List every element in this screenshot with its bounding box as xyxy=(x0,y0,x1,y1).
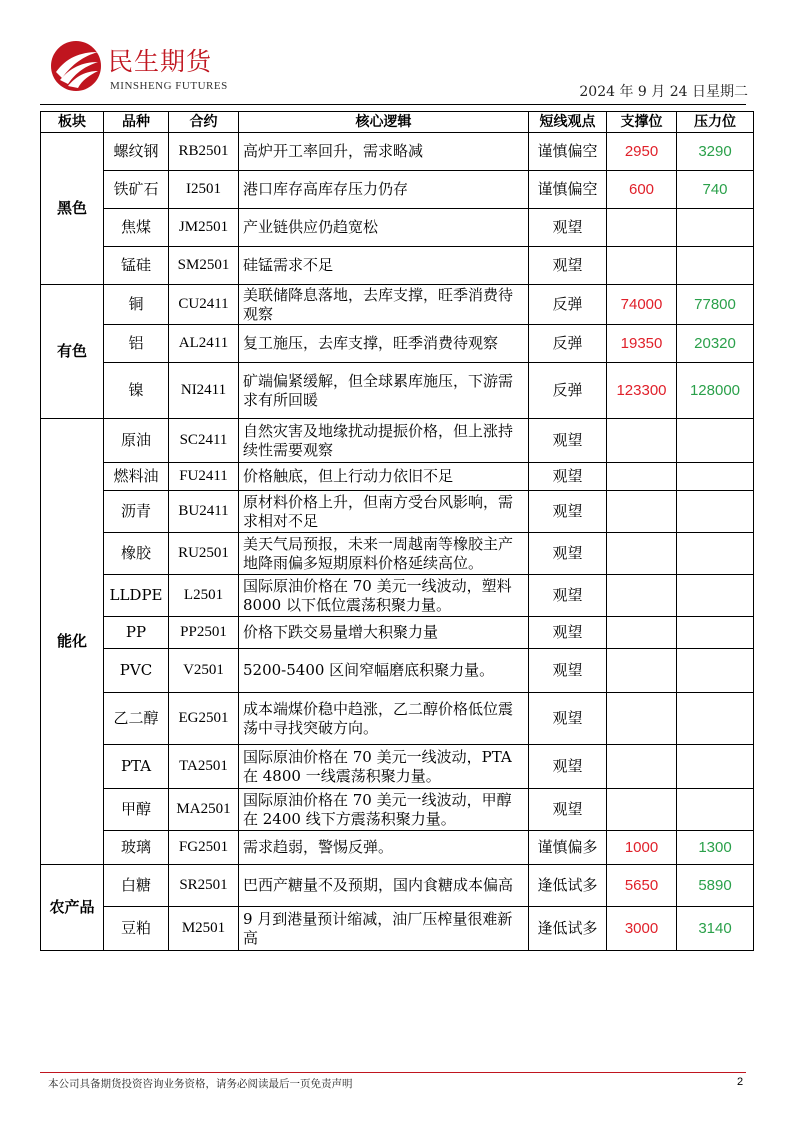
contract-cell: RU2501 xyxy=(169,533,239,575)
contract-cell: FG2501 xyxy=(169,831,239,865)
contract-cell: L2501 xyxy=(169,575,239,617)
contract-cell: V2501 xyxy=(169,649,239,693)
contract-cell: CU2411 xyxy=(169,285,239,325)
contract-cell: M2501 xyxy=(169,907,239,951)
table-header-row xyxy=(41,112,754,133)
view-cell: 观望 xyxy=(529,649,607,693)
variety-cell: 原油 xyxy=(104,419,169,463)
resistance-cell xyxy=(677,617,754,649)
report-date: 2024 年 9 月 24 日星期二 xyxy=(579,84,748,100)
variety-cell: 玻璃 xyxy=(104,831,169,865)
table-row xyxy=(41,491,754,533)
logic-cell: 国际原油价格在 70 美元一线波动，甲醇在 2400 线下方震荡积聚力量。 xyxy=(239,789,529,831)
footer-divider xyxy=(40,1072,746,1073)
table-row xyxy=(41,133,754,171)
view-cell: 观望 xyxy=(529,247,607,285)
variety-cell: 铝 xyxy=(104,325,169,363)
table-row xyxy=(41,831,754,865)
contract-cell: FU2411 xyxy=(169,463,239,491)
contract-cell: TA2501 xyxy=(169,745,239,789)
variety-cell: 铜 xyxy=(104,285,169,325)
view-cell: 逢低试多 xyxy=(529,907,607,951)
table-row xyxy=(41,419,754,463)
variety-cell: 豆粕 xyxy=(104,907,169,951)
logic-cell: 价格下跌交易量增大积聚力量 xyxy=(239,617,529,649)
logic-cell: 复工施压，去库支撑，旺季消费待观察 xyxy=(239,325,529,363)
support-cell xyxy=(607,617,677,649)
variety-cell: 螺纹钢 xyxy=(104,133,169,171)
logic-cell: 美天气局预报，未来一周越南等橡胶主产地降雨偏多短期原料价格延续高位。 xyxy=(239,533,529,575)
sector-cell: 农产品 xyxy=(41,865,104,951)
logic-cell: 国际原油价格在 70 美元一线波动，塑料 8000 以下低位震荡积聚力量。 xyxy=(239,575,529,617)
variety-cell: PP xyxy=(104,617,169,649)
view-cell: 逢低试多 xyxy=(529,865,607,907)
variety-cell: PTA xyxy=(104,745,169,789)
support-cell xyxy=(607,533,677,575)
logic-cell: 自然灾害及地缘扰动提振价格，但上涨持续性需要观察 xyxy=(239,419,529,463)
table-row xyxy=(41,533,754,575)
table-row xyxy=(41,617,754,649)
variety-cell: 锰硅 xyxy=(104,247,169,285)
contract-cell: I2501 xyxy=(169,171,239,209)
support-cell: 600 xyxy=(607,171,677,209)
variety-cell: 甲醇 xyxy=(104,789,169,831)
contract-cell: RB2501 xyxy=(169,133,239,171)
resistance-cell xyxy=(677,575,754,617)
support-cell: 5650 xyxy=(607,865,677,907)
column-header: 品种 xyxy=(104,112,169,133)
support-cell xyxy=(607,491,677,533)
minsheng-logo-icon xyxy=(50,40,102,92)
footer-disclaimer: 本公司具备期货投资咨询业务资格，请务必阅读最后一页免责声明 xyxy=(48,1078,353,1090)
strategy-table xyxy=(40,111,754,951)
variety-cell: PVC xyxy=(104,649,169,693)
column-header: 短线观点 xyxy=(529,112,607,133)
view-cell: 观望 xyxy=(529,463,607,491)
resistance-cell xyxy=(677,789,754,831)
sector-cell: 有色 xyxy=(41,285,104,419)
variety-cell: 铁矿石 xyxy=(104,171,169,209)
view-cell: 观望 xyxy=(529,533,607,575)
view-cell: 反弹 xyxy=(529,363,607,419)
view-cell: 反弹 xyxy=(529,325,607,363)
view-cell: 观望 xyxy=(529,617,607,649)
view-cell: 观望 xyxy=(529,209,607,247)
support-cell xyxy=(607,745,677,789)
resistance-cell xyxy=(677,745,754,789)
logo-english-name: MINSHENG FUTURES xyxy=(110,80,228,92)
resistance-cell xyxy=(677,419,754,463)
logic-cell: 国际原油价格在 70 美元一线波动，PTA 在 4800 一线震荡积聚力量。 xyxy=(239,745,529,789)
support-cell xyxy=(607,419,677,463)
logic-cell: 巴西产糖量不及预期，国内食糖成本偏高 xyxy=(239,865,529,907)
table-row xyxy=(41,789,754,831)
variety-cell: 焦煤 xyxy=(104,209,169,247)
resistance-cell xyxy=(677,247,754,285)
logic-cell: 高炉开工率回升，需求略减 xyxy=(239,133,529,171)
logic-cell: 需求趋弱，警惕反弹。 xyxy=(239,831,529,865)
resistance-cell xyxy=(677,649,754,693)
resistance-cell: 77800 xyxy=(677,285,754,325)
resistance-cell: 20320 xyxy=(677,325,754,363)
table-row xyxy=(41,171,754,209)
logic-cell: 原材料价格上升，但南方受台风影响，需求相对不足 xyxy=(239,491,529,533)
table-row xyxy=(41,209,754,247)
resistance-cell: 1300 xyxy=(677,831,754,865)
support-cell xyxy=(607,693,677,745)
contract-cell: SC2411 xyxy=(169,419,239,463)
support-cell: 74000 xyxy=(607,285,677,325)
view-cell: 谨慎偏空 xyxy=(529,133,607,171)
table-row xyxy=(41,907,754,951)
support-cell: 2950 xyxy=(607,133,677,171)
table-row xyxy=(41,285,754,325)
resistance-cell: 740 xyxy=(677,171,754,209)
view-cell: 观望 xyxy=(529,693,607,745)
logic-cell: 成本端煤价稳中趋涨，乙二醇价格低位震荡中寻找突破方向。 xyxy=(239,693,529,745)
view-cell: 反弹 xyxy=(529,285,607,325)
support-cell xyxy=(607,575,677,617)
logic-cell: 硅锰需求不足 xyxy=(239,247,529,285)
variety-cell: 沥青 xyxy=(104,491,169,533)
logic-cell: 美联储降息落地，去库支撑，旺季消费待观察 xyxy=(239,285,529,325)
contract-cell: MA2501 xyxy=(169,789,239,831)
resistance-cell: 3290 xyxy=(677,133,754,171)
logic-cell: 5200-5400 区间窄幅磨底积聚力量。 xyxy=(239,649,529,693)
page-header xyxy=(48,38,748,108)
contract-cell: SR2501 xyxy=(169,865,239,907)
logo-chinese-name: 民生期货 xyxy=(108,47,213,76)
support-cell: 19350 xyxy=(607,325,677,363)
variety-cell: 白糖 xyxy=(104,865,169,907)
contract-cell: SM2501 xyxy=(169,247,239,285)
sector-cell: 能化 xyxy=(41,419,104,865)
support-cell xyxy=(607,649,677,693)
variety-cell: 镍 xyxy=(104,363,169,419)
logic-cell: 9 月到港量预计缩减，油厂压榨量很难新高 xyxy=(239,907,529,951)
table-row xyxy=(41,745,754,789)
column-header: 板块 xyxy=(41,112,104,133)
column-header: 合约 xyxy=(169,112,239,133)
logic-cell: 产业链供应仍趋宽松 xyxy=(239,209,529,247)
support-cell: 1000 xyxy=(607,831,677,865)
contract-cell: BU2411 xyxy=(169,491,239,533)
page-number: 2 xyxy=(737,1076,744,1088)
view-cell: 观望 xyxy=(529,745,607,789)
contract-cell: PP2501 xyxy=(169,617,239,649)
variety-cell: 燃料油 xyxy=(104,463,169,491)
column-header: 核心逻辑 xyxy=(239,112,529,133)
view-cell: 谨慎偏空 xyxy=(529,171,607,209)
support-cell: 3000 xyxy=(607,907,677,951)
resistance-cell xyxy=(677,463,754,491)
logic-cell: 矿端偏紧缓解，但全球累库施压，下游需求有所回暖 xyxy=(239,363,529,419)
header-divider xyxy=(40,104,746,105)
variety-cell: LLDPE xyxy=(104,575,169,617)
resistance-cell xyxy=(677,533,754,575)
view-cell: 观望 xyxy=(529,491,607,533)
column-header: 支撑位 xyxy=(607,112,677,133)
resistance-cell xyxy=(677,491,754,533)
support-cell xyxy=(607,789,677,831)
logic-cell: 价格触底，但上行动力依旧不足 xyxy=(239,463,529,491)
resistance-cell xyxy=(677,209,754,247)
table-row xyxy=(41,865,754,907)
table-row xyxy=(41,247,754,285)
variety-cell: 乙二醇 xyxy=(104,693,169,745)
table-row xyxy=(41,363,754,419)
contract-cell: AL2411 xyxy=(169,325,239,363)
table-row xyxy=(41,575,754,617)
view-cell: 观望 xyxy=(529,789,607,831)
column-header: 压力位 xyxy=(677,112,754,133)
resistance-cell: 128000 xyxy=(677,363,754,419)
contract-cell: JM2501 xyxy=(169,209,239,247)
table-row xyxy=(41,325,754,363)
variety-cell: 橡胶 xyxy=(104,533,169,575)
table-row xyxy=(41,649,754,693)
support-cell xyxy=(607,247,677,285)
contract-cell: EG2501 xyxy=(169,693,239,745)
resistance-cell: 5890 xyxy=(677,865,754,907)
table-row xyxy=(41,693,754,745)
resistance-cell xyxy=(677,693,754,745)
resistance-cell: 3140 xyxy=(677,907,754,951)
logic-cell: 港口库存高库存压力仍存 xyxy=(239,171,529,209)
view-cell: 谨慎偏多 xyxy=(529,831,607,865)
view-cell: 观望 xyxy=(529,419,607,463)
sector-cell: 黑色 xyxy=(41,133,104,285)
view-cell: 观望 xyxy=(529,575,607,617)
table-row xyxy=(41,463,754,491)
support-cell: 123300 xyxy=(607,363,677,419)
support-cell xyxy=(607,209,677,247)
contract-cell: NI2411 xyxy=(169,363,239,419)
support-cell xyxy=(607,463,677,491)
